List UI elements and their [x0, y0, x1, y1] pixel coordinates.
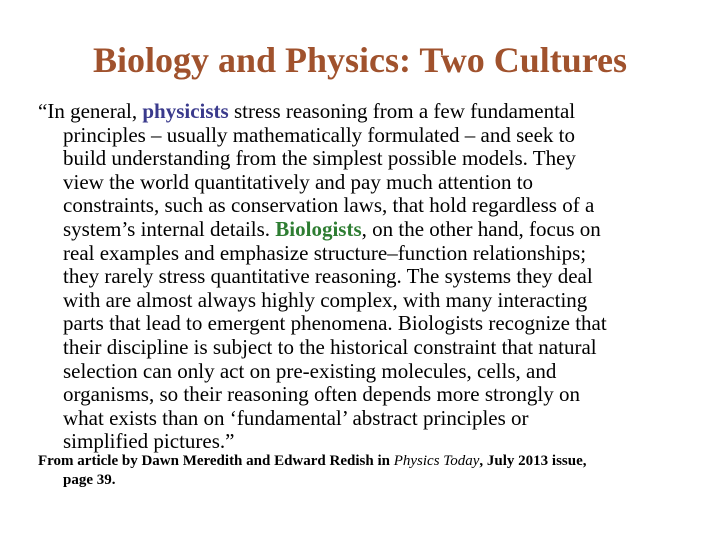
- quote-text: system’s internal details.: [63, 216, 276, 241]
- quote-line: principles – usually mathematically formulated – and seek to: [63, 122, 576, 147]
- quote-line: parts that lead to emergent phenomena. Biologists recognize that: [63, 311, 607, 336]
- citation-line: page 39.: [63, 472, 116, 488]
- keyword-biologists: Biologists: [275, 216, 362, 241]
- quote-text: stress reasoning from a few fundamental: [228, 99, 576, 123]
- citation-text: , July 2013 issue,: [479, 453, 587, 469]
- quote-line: constraints, such as conservation laws, that hold regardless of a: [63, 193, 595, 218]
- quote-line: view the world quantitatively and pay much attention to: [63, 169, 534, 194]
- quote-text: “In general,: [38, 99, 143, 123]
- quote-text: , on the other hand, focus on: [361, 216, 601, 241]
- quote-line: they rarely stress quantitative reasoning. The systems they deal: [63, 264, 593, 289]
- keyword-physicists: physicists: [142, 99, 229, 123]
- citation-text: From article by Dawn Meredith and Edward Redish in: [38, 453, 394, 469]
- slide-title: Biology and Physics: Two Cultures: [92, 40, 628, 80]
- quote-line: what exists than on ‘fundamental’ abstract principles or: [63, 405, 529, 430]
- quote-line: organisms, so their reasoning often depends more strongly on: [63, 382, 580, 407]
- citation: [38, 452, 698, 490]
- quote-line: [38, 100, 698, 124]
- citation-journal: Physics Today: [393, 453, 480, 469]
- quote-line: selection can only act on pre-existing molecules, cells, and: [63, 358, 557, 383]
- quote-line: real examples and emphasize structure–function relationships;: [63, 240, 587, 265]
- quote-block: [38, 100, 698, 454]
- citation-line: [38, 452, 698, 471]
- quote-line: with are almost always highly complex, with many interacting: [63, 287, 588, 312]
- quote-line: their discipline is subject to the historical constraint that natural: [63, 334, 597, 359]
- quote-line: simplified pictures.”: [63, 429, 235, 454]
- quote-line: build understanding from the simplest possible models. They: [63, 146, 576, 171]
- quote-line: [38, 218, 698, 242]
